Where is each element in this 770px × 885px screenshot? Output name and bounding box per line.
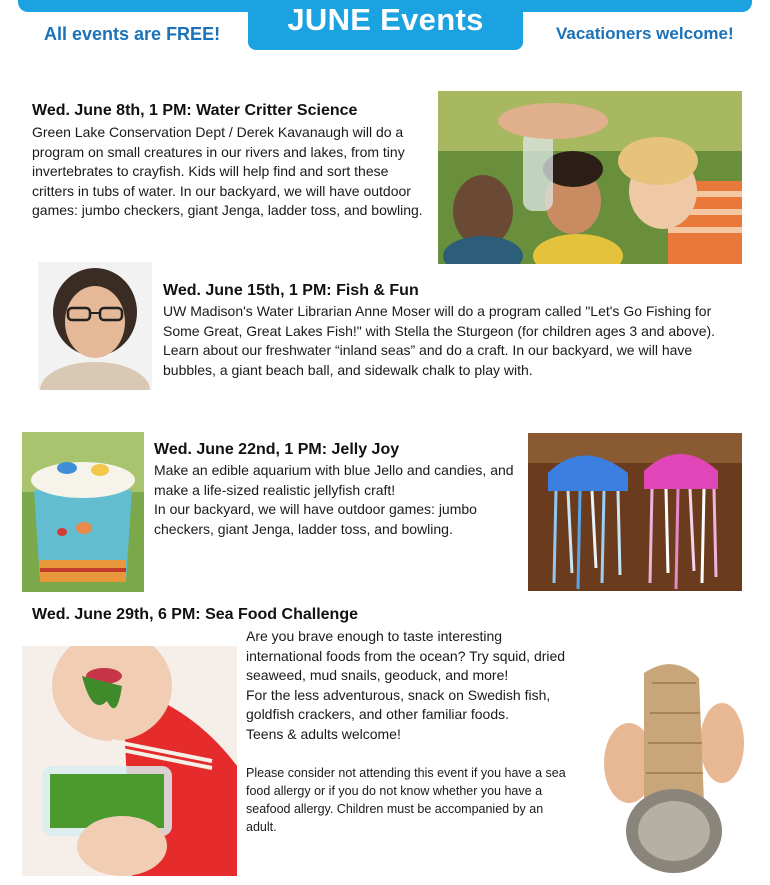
- event-4-description-part-2: For the less adventurous, snack on Swedish fish, goldfish crackers, and other familiar foods.: [246, 686, 551, 723]
- seaweed-tasting-photo: [22, 646, 237, 876]
- kids-water-critters-photo: [438, 91, 742, 264]
- event-3-description-part-2: In our backyard, we will have outdoor games: jumbo checkers, giant Jenga, ladder toss, and bowling.: [154, 501, 477, 537]
- event-2-description: UW Madison's Water Librarian Anne Moser will do a program called "Let's Go Fishing for Some Great, Great Lakes Fish!" with Stella the Sturgeon (for children ages 3 and above). Learn about our freshwater “inland seas” and do a craft. In our backyard, we will have bubbles, a giant beach ball, and sidewalk chalk to play with.: [163, 303, 716, 378]
- event-1-title: Wed. June 8th, 1 PM: Water Critter Science: [32, 102, 358, 119]
- allergy-notice: Please consider not attending this event if you have a sea food allergy or if you do not know whether you have a seafood allergy. Children must be accompanied by an adult.: [246, 766, 566, 834]
- event-1-description: Green Lake Conservation Dept / Derek Kavanaugh will do a program on small creatures in our rivers and lakes, from tiny invertebrates to crayfish. Kids will help find and sort these critters in tubs of water. In our backyard, we will have outdoor games: jumbo checkers, giant Jenga, ladder toss, and bowling.: [32, 124, 423, 219]
- event-4-description-part-3: Teens & adults welcome!: [246, 725, 401, 742]
- geoduck-photo: [604, 653, 744, 877]
- vacationers-tagline: Vacationers welcome!: [556, 24, 734, 43]
- event-3-description-part-1: Make an edible aquarium with blue Jello and candies, and make a life-sized realistic jellyfish craft!: [154, 462, 514, 498]
- edible-aquarium-photo: [22, 432, 144, 592]
- event-4-title: Wed. June 29th, 6 PM: Sea Food Challenge: [32, 606, 358, 623]
- event-4-description-part-1: Are you brave enough to taste interesting international foods from the ocean? Try squid, dried seaweed, mud snails, geoduck, and more!: [246, 628, 566, 684]
- title-banner: [248, 0, 523, 50]
- jellyfish-craft-photo: [528, 433, 742, 591]
- event-4-description: [246, 627, 576, 745]
- event-2-title: Wed. June 15th, 1 PM: Fish & Fun: [163, 282, 419, 299]
- event-3-title: Wed. June 22nd, 1 PM: Jelly Joy: [154, 441, 400, 458]
- free-events-tagline: All events are FREE!: [44, 24, 221, 44]
- event-3-description: [154, 461, 516, 539]
- page-title: JUNE Events: [287, 2, 484, 37]
- anne-moser-portrait-photo: [38, 262, 152, 390]
